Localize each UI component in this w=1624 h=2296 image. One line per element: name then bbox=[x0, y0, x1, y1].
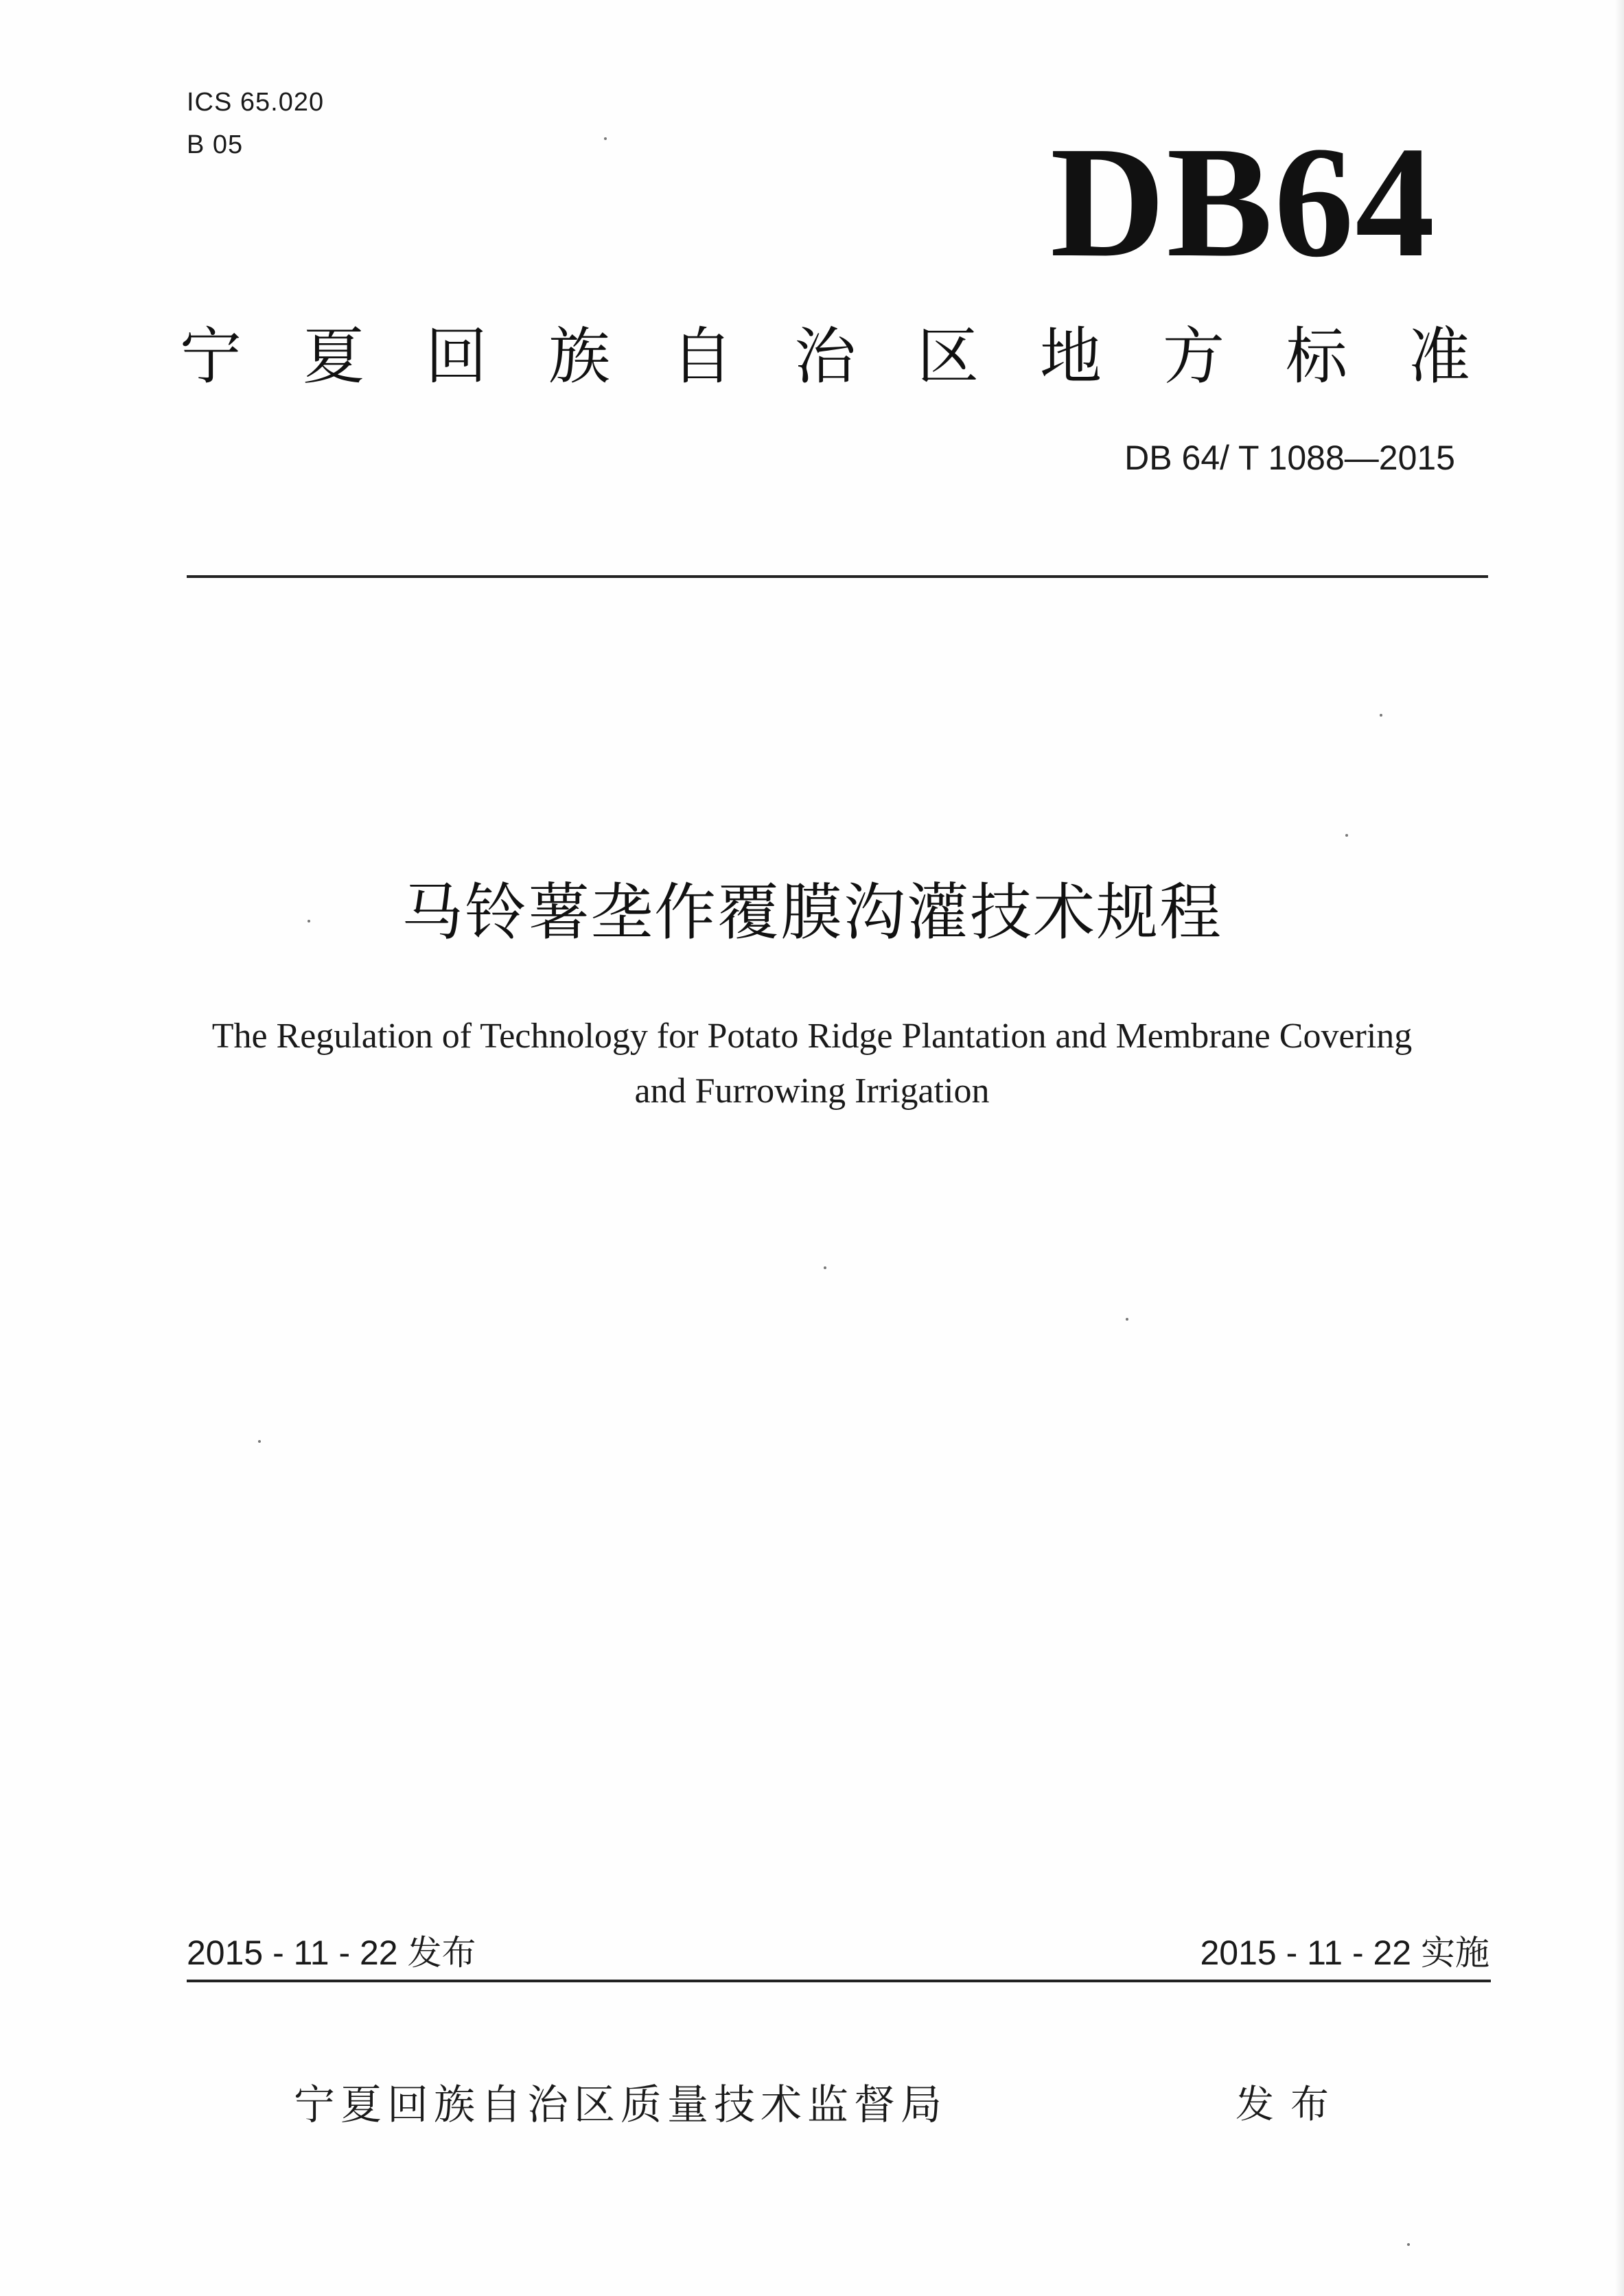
standard-type-char: 族 bbox=[548, 321, 610, 393]
scan-speck bbox=[308, 920, 310, 923]
scan-speck bbox=[824, 1266, 826, 1269]
title-english-line: and Furrowing Irrigation bbox=[634, 1071, 990, 1111]
effective-date: 2015 - 11 - 22 实施 bbox=[1200, 1934, 1489, 1972]
standard-type-char: 标 bbox=[1286, 321, 1347, 393]
title-chinese: 马铃薯垄作覆膜沟灌技术规程 bbox=[402, 877, 1222, 949]
scan-speck bbox=[1407, 2243, 1410, 2246]
title-english-line: The Regulation of Technology for Potato Ridge Plantation and Membrane Covering bbox=[211, 1017, 1413, 1056]
scan-speck bbox=[258, 1440, 261, 1443]
standard-logo: DB64 bbox=[1050, 114, 1437, 290]
top-divider bbox=[187, 575, 1488, 578]
scan-speck bbox=[1345, 834, 1348, 837]
issuing-authority: 宁夏回族自治区质量技术监督局 bbox=[294, 2081, 947, 2129]
standard-type-char: 地 bbox=[1040, 321, 1102, 393]
scan-edge-shadow bbox=[1614, 0, 1624, 2296]
ics-code: ICS 65.020 bbox=[187, 88, 325, 117]
standard-type-char: 方 bbox=[1163, 321, 1225, 393]
publish-date: 2015 - 11 - 22 发布 bbox=[187, 1934, 476, 1972]
standard-type-char: 区 bbox=[917, 321, 979, 393]
standard-type-heading bbox=[180, 312, 1470, 402]
standard-type-char: 夏 bbox=[303, 321, 364, 393]
standard-number: DB 64/ T 1088—2015 bbox=[1124, 439, 1455, 477]
standard-type-char: 宁 bbox=[180, 321, 242, 393]
issue-label: 发布 bbox=[1236, 2083, 1345, 2127]
standard-type-char: 自 bbox=[671, 321, 733, 393]
ccs-code: B 05 bbox=[187, 130, 244, 159]
scan-speck bbox=[1126, 1318, 1128, 1321]
scan-speck bbox=[604, 137, 607, 140]
standard-type-char: 治 bbox=[794, 321, 856, 393]
standard-type-char: 准 bbox=[1408, 321, 1470, 393]
scan-speck bbox=[1380, 714, 1382, 717]
standard-type-char: 回 bbox=[426, 321, 487, 393]
bottom-divider bbox=[187, 1980, 1491, 1982]
title-english bbox=[0, 1009, 1624, 1119]
classification-codes bbox=[187, 81, 324, 166]
